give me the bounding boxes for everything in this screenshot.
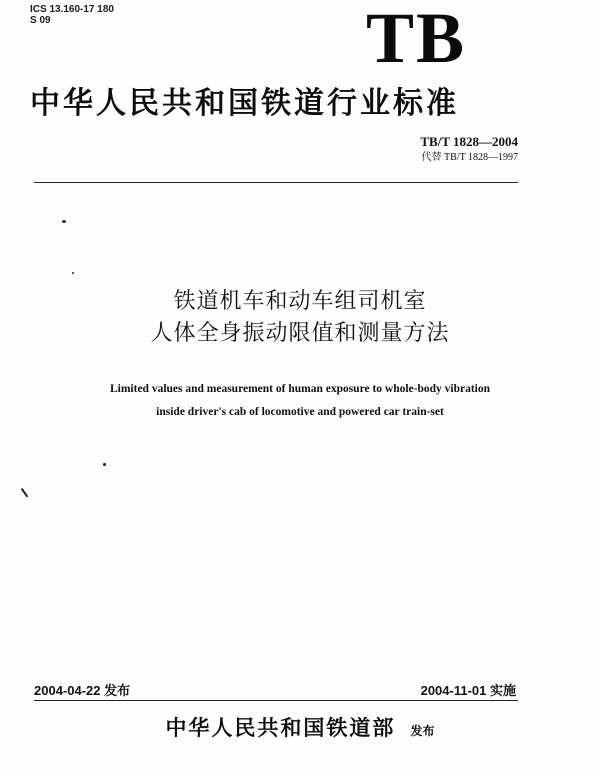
issuer-line xyxy=(0,712,600,742)
effective-date: 2004-11-01 实施 xyxy=(420,683,516,698)
issuer-name: 中华人民共和国铁道部 xyxy=(165,715,396,740)
scan-speck xyxy=(103,463,106,466)
chinese-title xyxy=(0,286,600,350)
tb-logo: TB xyxy=(366,0,467,78)
chinese-title-line-2: 人体全身振动限值和测量方法 xyxy=(150,321,450,346)
issue-date: 2004-04-22 发布 xyxy=(34,683,131,698)
classification-codes xyxy=(30,4,114,26)
bottom-divider xyxy=(34,700,518,701)
scan-speck xyxy=(72,272,74,274)
category-code: S 09 xyxy=(30,15,51,26)
english-title xyxy=(0,378,600,424)
chinese-title-line-1: 铁道机车和动车组司机室 xyxy=(173,289,427,314)
standard-number: TB/T 1828—2004 xyxy=(420,134,518,149)
scan-mark xyxy=(21,485,33,498)
ics-code: ICS 13.160-17 180 xyxy=(30,4,114,15)
standard-type-title: 中华人民共和国铁道行业标准 xyxy=(30,86,459,121)
english-title-line-2: inside driver's cab of locomotive and powered car train-set xyxy=(156,406,444,418)
english-title-line-1: Limited values and measurement of human exposure to whole-body vibration xyxy=(109,383,491,395)
standard-number-block xyxy=(420,133,518,165)
issuer-suffix: 发布 xyxy=(410,724,435,738)
top-divider xyxy=(34,182,518,183)
replaces-standard: 代替 TB/T 1828—1997 xyxy=(421,152,518,163)
scan-speck xyxy=(62,220,66,223)
